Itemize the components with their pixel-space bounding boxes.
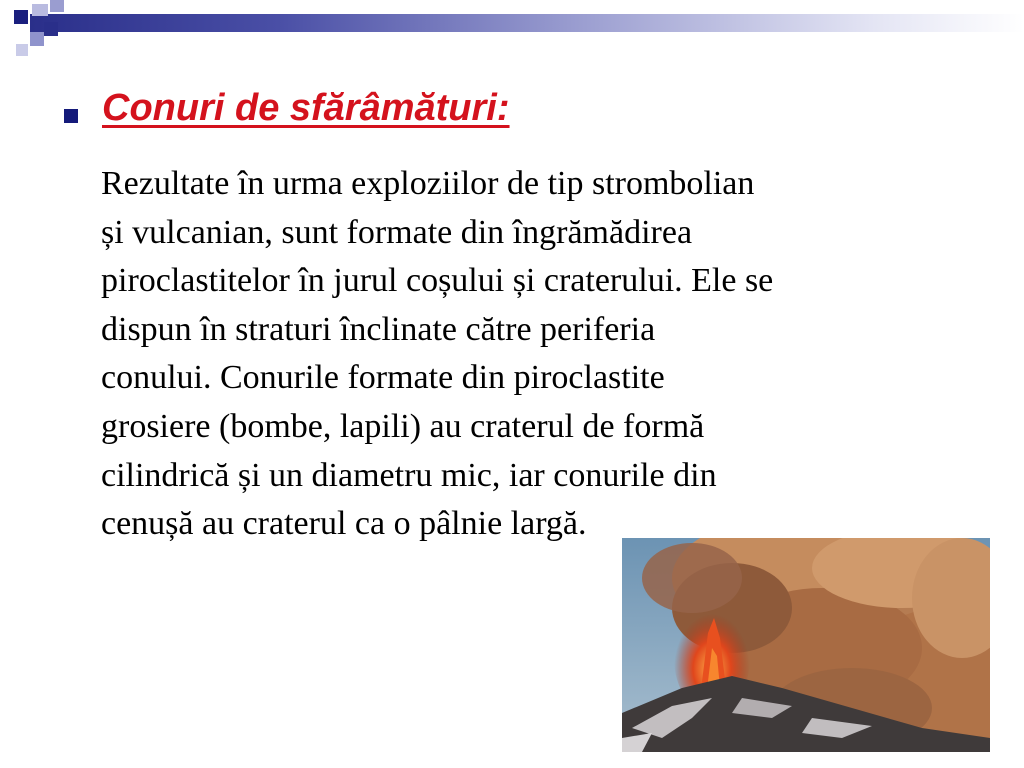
body-line: piroclastitelor în jurul coșului și craterului. Ele se [101,262,774,300]
header-decor-square [50,0,64,12]
square-bullet-icon [64,109,78,123]
body-paragraph [101,160,981,549]
volcano-eruption-photo [622,538,990,752]
body-line: conului. Conurile formate din piroclastite [101,359,665,397]
header-decor-square [30,32,44,46]
header-decor-square [44,22,58,36]
header-decor-square [14,10,28,24]
body-line: Rezultate în urma exploziilor de tip strombolian [101,165,755,202]
body-line: dispun în straturi înclinate către periferia [101,310,656,348]
body-line: și vulcanian, sunt formate din îngrămădirea [101,213,693,251]
body-line: grosiere (bombe, lapili) au craterul de formă [101,407,705,445]
header-gradient-bar [30,14,1024,32]
slide-heading: Conuri de sfărâmături: [102,87,510,129]
header-decor-square [32,4,48,16]
body-line: cilindrică și un diametru mic, iar conurile din [101,456,717,494]
body-line: cenușă au craterul ca o pâlnie largă. [101,505,587,543]
header-decor-square [16,44,28,56]
